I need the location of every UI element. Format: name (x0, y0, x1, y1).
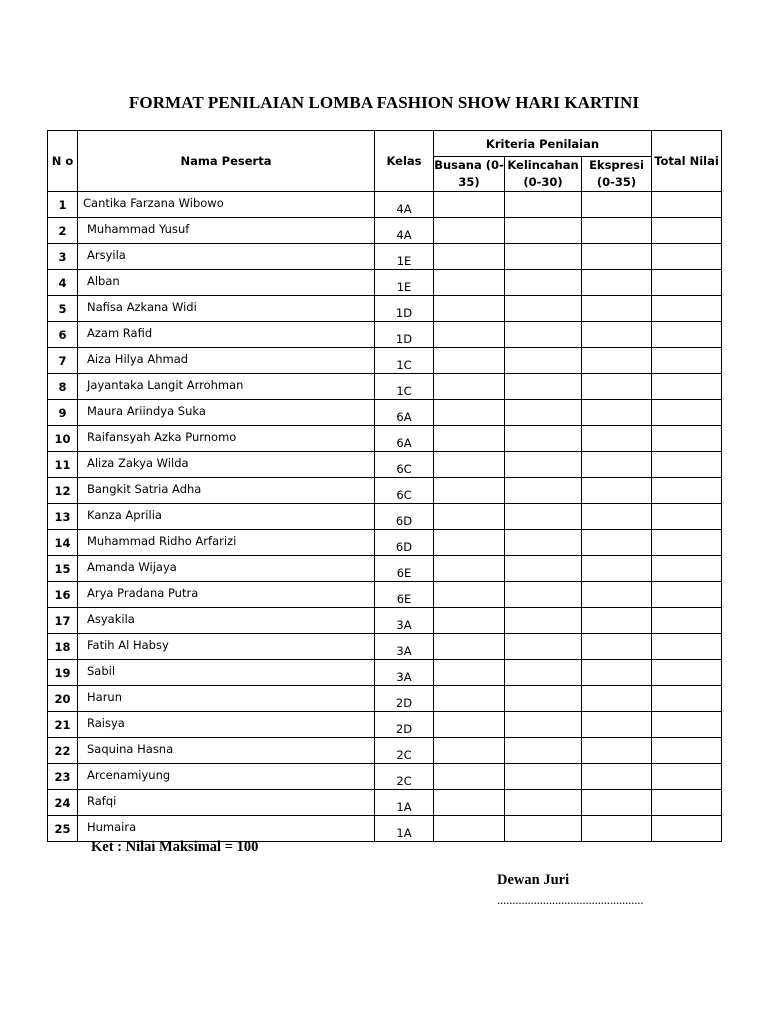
participant-class: 6C (375, 478, 434, 504)
score-ekspresi-cell[interactable] (582, 634, 652, 660)
score-kelincahan-cell[interactable] (505, 218, 582, 244)
signature-line: ................................................ (497, 892, 644, 907)
total-score-cell[interactable] (652, 504, 722, 530)
participant-class: 3A (375, 608, 434, 634)
score-kelincahan-cell[interactable] (505, 452, 582, 478)
score-ekspresi-cell[interactable] (582, 244, 652, 270)
header-total: Total Nilai (652, 131, 722, 192)
table-row (48, 478, 722, 504)
row-number: 23 (48, 764, 78, 790)
score-busana-cell[interactable] (434, 192, 505, 218)
score-ekspresi-cell[interactable] (582, 426, 652, 452)
score-kelincahan-cell[interactable] (505, 322, 582, 348)
score-ekspresi-cell[interactable] (582, 452, 652, 478)
score-ekspresi-cell[interactable] (582, 608, 652, 634)
score-kelincahan-cell[interactable] (505, 556, 582, 582)
total-score-cell[interactable] (652, 556, 722, 582)
row-number: 22 (48, 738, 78, 764)
row-number: 9 (48, 400, 78, 426)
score-kelincahan-cell[interactable] (505, 530, 582, 556)
participant-class: 2C (375, 764, 434, 790)
participant-name: Arsyila (78, 244, 375, 270)
table-row (48, 374, 722, 400)
row-number: 21 (48, 712, 78, 738)
participant-class: 1E (375, 244, 434, 270)
total-score-cell[interactable] (652, 816, 722, 842)
score-busana-cell[interactable] (434, 218, 505, 244)
table-row (48, 556, 722, 582)
participant-name: Arcenamiyung (78, 764, 375, 790)
score-ekspresi-cell[interactable] (582, 686, 652, 712)
score-ekspresi-cell[interactable] (582, 322, 652, 348)
participant-class: 6A (375, 400, 434, 426)
score-kelincahan-cell[interactable] (505, 608, 582, 634)
score-kelincahan-cell[interactable] (505, 712, 582, 738)
table-row (48, 270, 722, 296)
table-row (48, 452, 722, 478)
score-ekspresi-cell[interactable] (582, 270, 652, 296)
participant-class: 1D (375, 322, 434, 348)
document-title: FORMAT PENILAIAN LOMBA FASHION SHOW HARI KARTINI (128, 93, 640, 112)
score-busana-cell[interactable] (434, 634, 505, 660)
score-ekspresi-cell[interactable] (582, 660, 652, 686)
score-kelincahan-cell[interactable] (505, 764, 582, 790)
participant-class: 1A (375, 816, 434, 842)
table-row (48, 192, 722, 218)
table-row (48, 738, 722, 764)
participant-name: Fatih Al Habsy (78, 634, 375, 660)
score-ekspresi-cell[interactable] (582, 348, 652, 374)
score-ekspresi-cell[interactable] (582, 764, 652, 790)
row-number: 12 (48, 478, 78, 504)
scoring-table (47, 130, 722, 842)
table-row (48, 218, 722, 244)
jury-label: Dewan Juri (497, 872, 570, 888)
table-row (48, 660, 722, 686)
score-kelincahan-cell[interactable] (505, 374, 582, 400)
row-number: 7 (48, 348, 78, 374)
total-score-cell[interactable] (652, 764, 722, 790)
participant-class: 6E (375, 582, 434, 608)
score-busana-cell[interactable] (434, 244, 505, 270)
participant-name: Sabil (78, 660, 375, 686)
score-ekspresi-cell[interactable] (582, 218, 652, 244)
participant-name: Raisya (78, 712, 375, 738)
score-ekspresi-cell[interactable] (582, 374, 652, 400)
participant-class: 2D (375, 686, 434, 712)
table-row (48, 244, 722, 270)
footer-note: Ket : Nilai Maksimal = 100 (91, 839, 259, 855)
total-score-cell[interactable] (652, 426, 722, 452)
total-score-cell[interactable] (652, 608, 722, 634)
row-number: 5 (48, 296, 78, 322)
participant-class: 6A (375, 426, 434, 452)
participant-name: Maura Ariindya Suka (78, 400, 375, 426)
score-busana-cell[interactable] (434, 816, 505, 842)
score-busana-cell[interactable] (434, 686, 505, 712)
row-number: 13 (48, 504, 78, 530)
participant-name: Aiza Hilya Ahmad (78, 348, 375, 374)
score-busana-cell[interactable] (434, 712, 505, 738)
header-busana: Busana (0-35) (434, 157, 505, 192)
participant-name: Saquina Hasna (78, 738, 375, 764)
row-number: 1 (48, 192, 78, 218)
total-score-cell[interactable] (652, 400, 722, 426)
row-number: 15 (48, 556, 78, 582)
header-kriteria: Kriteria Penilaian (434, 131, 652, 157)
header-ekspresi: Ekspresi (0-35) (582, 157, 652, 192)
participant-class: 3A (375, 660, 434, 686)
total-score-cell[interactable] (652, 374, 722, 400)
participant-name: Cantika Farzana Wibowo (78, 192, 375, 218)
participant-class: 1C (375, 348, 434, 374)
participant-name: Humaira (78, 816, 375, 842)
table-row (48, 608, 722, 634)
participant-name: Jayantaka Langit Arrohman (78, 374, 375, 400)
score-busana-cell[interactable] (434, 322, 505, 348)
total-score-cell[interactable] (652, 712, 722, 738)
score-busana-cell[interactable] (434, 764, 505, 790)
row-number: 20 (48, 686, 78, 712)
table-row (48, 764, 722, 790)
score-kelincahan-cell[interactable] (505, 660, 582, 686)
score-busana-cell[interactable] (434, 790, 505, 816)
participant-name: Harun (78, 686, 375, 712)
participant-class: 6D (375, 530, 434, 556)
score-ekspresi-cell[interactable] (582, 296, 652, 322)
header-no: N o (48, 131, 78, 192)
table-row (48, 296, 722, 322)
participant-name: Arya Pradana Putra (78, 582, 375, 608)
score-busana-cell[interactable] (434, 556, 505, 582)
participant-class: 1D (375, 296, 434, 322)
participant-name: Rafqi (78, 790, 375, 816)
score-kelincahan-cell[interactable] (505, 270, 582, 296)
score-ekspresi-cell[interactable] (582, 582, 652, 608)
score-busana-cell[interactable] (434, 504, 505, 530)
table-row (48, 504, 722, 530)
table-row (48, 400, 722, 426)
participant-name: Bangkit Satria Adha (78, 478, 375, 504)
participant-class: 1E (375, 270, 434, 296)
score-kelincahan-cell[interactable] (505, 634, 582, 660)
score-kelincahan-cell[interactable] (505, 244, 582, 270)
participant-class: 6C (375, 452, 434, 478)
participant-name: Muhammad Ridho Arfarizi (78, 530, 375, 556)
table-row (48, 322, 722, 348)
score-kelincahan-cell[interactable] (505, 426, 582, 452)
score-busana-cell[interactable] (434, 400, 505, 426)
row-number: 8 (48, 374, 78, 400)
total-score-cell[interactable] (652, 530, 722, 556)
header-name: Nama Peserta (78, 131, 375, 192)
participant-class: 4A (375, 218, 434, 244)
total-score-cell[interactable] (652, 322, 722, 348)
total-score-cell[interactable] (652, 738, 722, 764)
participant-class: 3A (375, 634, 434, 660)
total-score-cell[interactable] (652, 634, 722, 660)
total-score-cell[interactable] (652, 582, 722, 608)
participant-class: 6D (375, 504, 434, 530)
total-score-cell[interactable] (652, 192, 722, 218)
total-score-cell[interactable] (652, 348, 722, 374)
participant-name: Amanda Wijaya (78, 556, 375, 582)
row-number: 2 (48, 218, 78, 244)
participant-class: 6E (375, 556, 434, 582)
score-busana-cell[interactable] (434, 426, 505, 452)
score-ekspresi-cell[interactable] (582, 504, 652, 530)
score-busana-cell[interactable] (434, 296, 505, 322)
score-busana-cell[interactable] (434, 738, 505, 764)
row-number: 14 (48, 530, 78, 556)
total-score-cell[interactable] (652, 686, 722, 712)
participant-name: Raifansyah Azka Purnomo (78, 426, 375, 452)
participant-name: Aliza Zakya Wilda (78, 452, 375, 478)
participant-class: 1C (375, 374, 434, 400)
score-kelincahan-cell[interactable] (505, 738, 582, 764)
row-number: 18 (48, 634, 78, 660)
score-kelincahan-cell[interactable] (505, 582, 582, 608)
participant-name: Azam Rafid (78, 322, 375, 348)
row-number: 11 (48, 452, 78, 478)
score-kelincahan-cell[interactable] (505, 504, 582, 530)
score-kelincahan-cell[interactable] (505, 816, 582, 842)
participant-name: Nafisa Azkana Widi (78, 296, 375, 322)
table-row (48, 426, 722, 452)
score-ekspresi-cell[interactable] (582, 790, 652, 816)
participant-class: 1A (375, 790, 434, 816)
table-row (48, 634, 722, 660)
participant-name: Alban (78, 270, 375, 296)
row-number: 3 (48, 244, 78, 270)
row-number: 16 (48, 582, 78, 608)
header-kelincahan: Kelincahan (0-30) (505, 157, 582, 192)
total-score-cell[interactable] (652, 660, 722, 686)
table-row (48, 790, 722, 816)
total-score-cell[interactable] (652, 296, 722, 322)
row-number: 24 (48, 790, 78, 816)
total-score-cell[interactable] (652, 218, 722, 244)
score-ekspresi-cell[interactable] (582, 738, 652, 764)
score-kelincahan-cell[interactable] (505, 400, 582, 426)
row-number: 6 (48, 322, 78, 348)
total-score-cell[interactable] (652, 452, 722, 478)
score-ekspresi-cell[interactable] (582, 530, 652, 556)
total-score-cell[interactable] (652, 270, 722, 296)
score-kelincahan-cell[interactable] (505, 686, 582, 712)
score-busana-cell[interactable] (434, 478, 505, 504)
participant-class: 4A (375, 192, 434, 218)
score-busana-cell[interactable] (434, 582, 505, 608)
score-busana-cell[interactable] (434, 608, 505, 634)
table-row (48, 686, 722, 712)
row-number: 4 (48, 270, 78, 296)
participant-name: Kanza Aprilia (78, 504, 375, 530)
score-ekspresi-cell[interactable] (582, 816, 652, 842)
score-kelincahan-cell[interactable] (505, 478, 582, 504)
score-kelincahan-cell[interactable] (505, 348, 582, 374)
score-kelincahan-cell[interactable] (505, 790, 582, 816)
score-busana-cell[interactable] (434, 270, 505, 296)
table-row (48, 348, 722, 374)
score-ekspresi-cell[interactable] (582, 478, 652, 504)
participant-class: 2D (375, 712, 434, 738)
header-kelas: Kelas (375, 131, 434, 192)
score-ekspresi-cell[interactable] (582, 400, 652, 426)
table-row (48, 530, 722, 556)
score-busana-cell[interactable] (434, 374, 505, 400)
participant-name: Muhammad Yusuf (78, 218, 375, 244)
total-score-cell[interactable] (652, 478, 722, 504)
row-number: 25 (48, 816, 78, 842)
row-number: 17 (48, 608, 78, 634)
score-ekspresi-cell[interactable] (582, 192, 652, 218)
table-row (48, 582, 722, 608)
participant-class: 2C (375, 738, 434, 764)
total-score-cell[interactable] (652, 244, 722, 270)
score-busana-cell[interactable] (434, 530, 505, 556)
row-number: 10 (48, 426, 78, 452)
score-ekspresi-cell[interactable] (582, 712, 652, 738)
score-kelincahan-cell[interactable] (505, 192, 582, 218)
score-kelincahan-cell[interactable] (505, 296, 582, 322)
score-ekspresi-cell[interactable] (582, 556, 652, 582)
participant-name: Asyakila (78, 608, 375, 634)
score-busana-cell[interactable] (434, 660, 505, 686)
table-row (48, 712, 722, 738)
table-row (48, 816, 722, 842)
row-number: 19 (48, 660, 78, 686)
total-score-cell[interactable] (652, 790, 722, 816)
score-busana-cell[interactable] (434, 348, 505, 374)
score-busana-cell[interactable] (434, 452, 505, 478)
table-body (48, 192, 722, 842)
